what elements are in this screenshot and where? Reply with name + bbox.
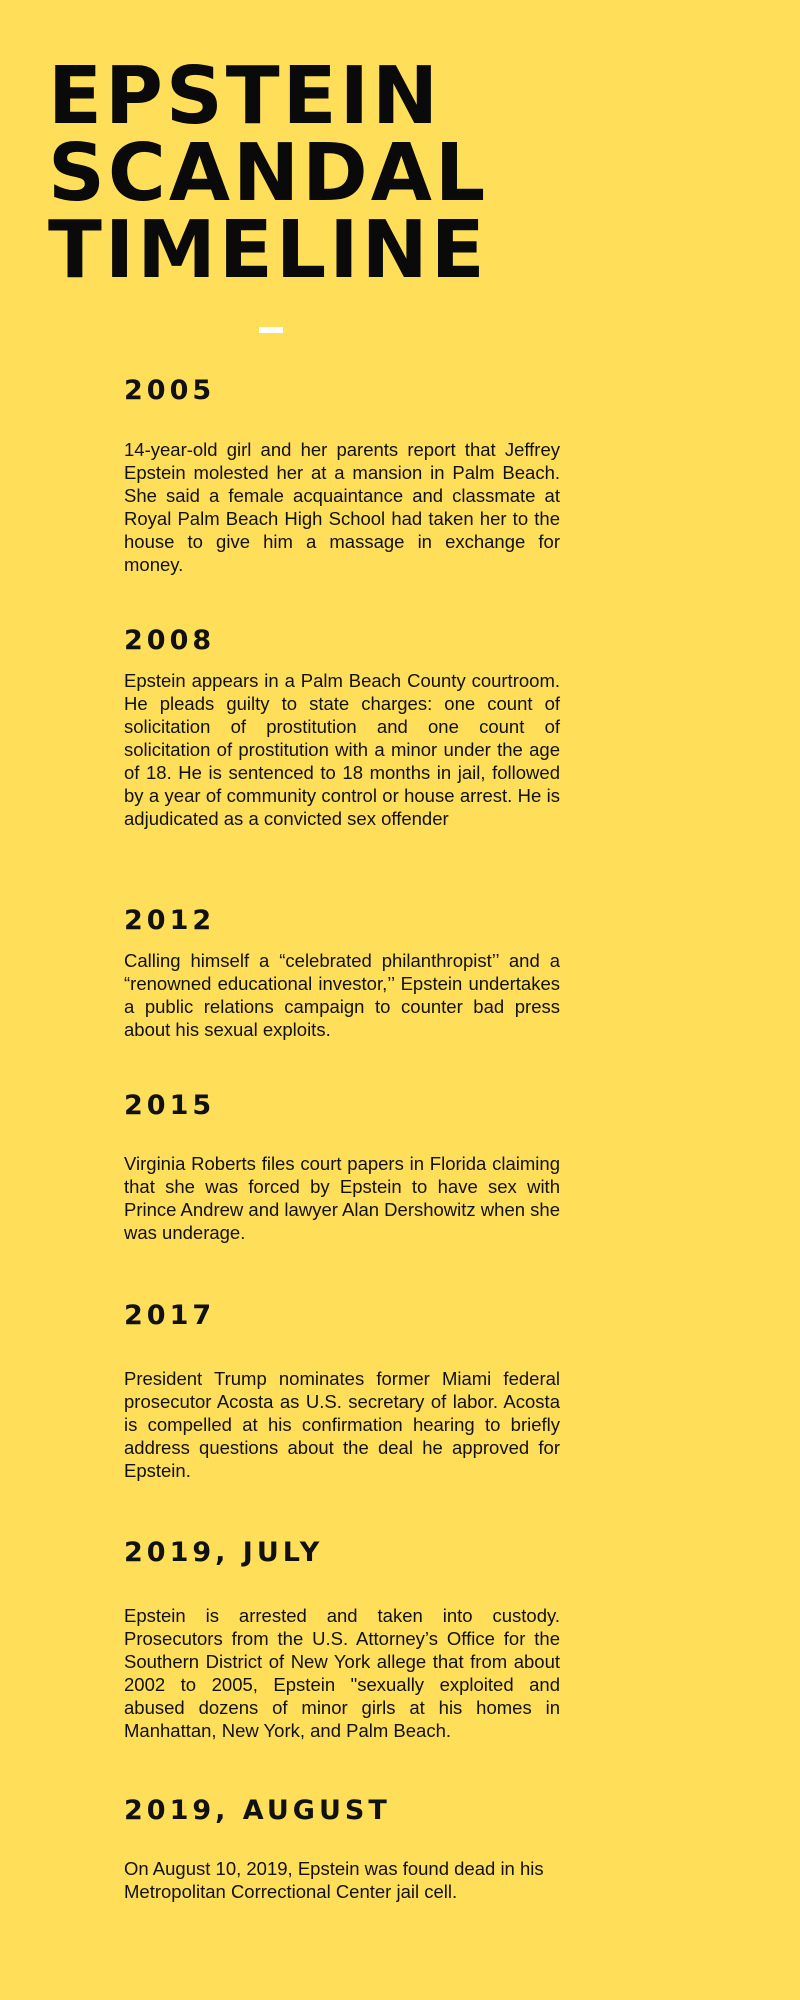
timeline-entry-2019-july: [124, 1537, 560, 1742]
timeline-entry-2005: [124, 375, 560, 576]
timeline-year: 2005: [124, 375, 216, 406]
timeline-description: President Trump nominates former Miami federal prosecutor Acosta as U.S. secretary of labor. Acosta is compelled at his confirmation hearing to briefly address questions about the deal he approved for Epstein.: [124, 1368, 560, 1481]
timeline-year: 2017: [124, 1300, 216, 1331]
timeline-description: Epstein is arrested and taken into custody. Prosecutors from the U.S. Attorney’s Office for the Southern District of New York allege that from about 2002 to 2005, Epstein "sexually exploited and abused dozens of minor girls at his homes in Manhattan, New York, and Palm Beach.: [124, 1605, 560, 1741]
title-line-3: TIMELINE: [48, 204, 488, 296]
page-title: [48, 50, 489, 296]
timeline-year: 2019, JULY: [124, 1537, 324, 1568]
title-divider: [259, 327, 283, 333]
timeline-description: Epstein appears in a Palm Beach County courtroom. He pleads guilty to state charges: one count of solicitation of prostitution and one count of solicitation of prostitution with a minor under the age of 18. He is sentenced to 18 months in jail, followed by a year of community control or house arrest. He is adjudicated as a convicted sex offender: [124, 670, 560, 829]
timeline-year: 2012: [124, 905, 216, 936]
timeline-description: On August 10, 2019, Epstein was found dead in his Metropolitan Correctional Center jail cell.: [124, 1858, 544, 1902]
timeline-entry-2017: [124, 1300, 560, 1482]
timeline-year: 2015: [124, 1090, 216, 1121]
timeline-entry-2008: [124, 625, 560, 830]
title-line-2: SCANDAL: [48, 127, 489, 219]
title-line-1: EPSTEIN: [48, 50, 442, 142]
timeline-description: Virginia Roberts files court papers in Florida claiming that she was forced by Epstein to have sex with Prince Andrew and lawyer Alan Dershowitz when she was underage.: [124, 1153, 561, 1243]
timeline-entry-2012: [124, 905, 560, 1041]
timeline-entry-2019-august: [124, 1795, 560, 1903]
timeline-description: Calling himself a “celebrated philanthropist’’ and a “renowned educational investor,’’ Epstein undertakes a public relations campaign to counter bad press about his sexual exploits.: [124, 950, 560, 1040]
timeline-year: 2019, AUGUST: [124, 1795, 391, 1826]
timeline-entry-2015: [124, 1090, 560, 1244]
timeline-year: 2008: [124, 625, 216, 656]
timeline-description: 14-year-old girl and her parents report that Jeffrey Epstein molested her at a mansion in Palm Beach. She said a female acquaintance and classmate at Royal Palm Beach High School had taken her to the house to give him a massage in exchange for money.: [124, 439, 560, 575]
